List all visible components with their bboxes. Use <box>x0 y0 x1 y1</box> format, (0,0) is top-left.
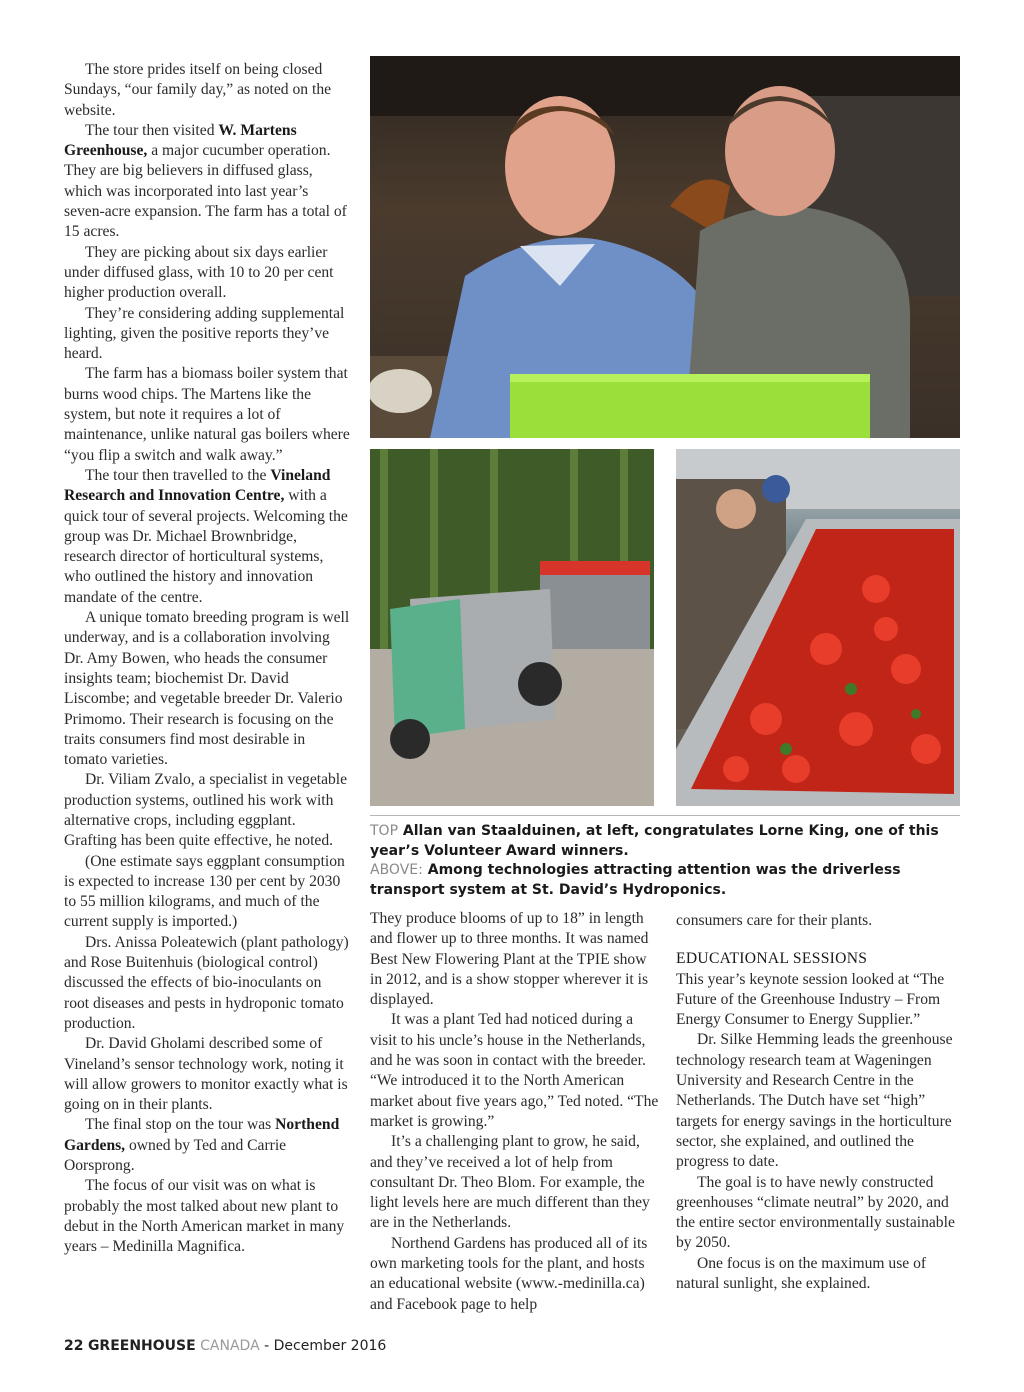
transport-photo <box>370 449 654 806</box>
paragraph: The farm has a biomass boiler system that burns wood chips. The Martens like the system, but note it requires a lot of maintenance, unlike natural gas boilers where “you flip a switch and walk away.” <box>64 365 350 464</box>
paragraph: (One estimate says eggplant consumption is expected to increase 130 per cent by 2030 to 55 million kilograms, and much of the current supply is imported.) <box>64 852 345 931</box>
section-heading: EDUCATIONAL SESSIONS <box>676 950 868 968</box>
page-number: 22 <box>64 1338 84 1354</box>
article-column-3 <box>676 911 962 1294</box>
paragraph: The tour then visited W. Martens Greenhouse, a major cucumber operation. They are big believers in diffused glass, which was incorporated into last year’s seven-acre expansion. The farm has a total of 15 acres. <box>64 121 347 241</box>
business-name: W. Martens Greenhouse, <box>64 121 297 160</box>
issue-date: - December 2016 <box>259 1338 387 1354</box>
paragraph: Northend Gardens has produced all of its own marketing tools for the plant, and hosts an educational website (www.-medinilla.ca) and Facebook page to help <box>370 1234 648 1313</box>
paragraph: They produce blooms of up to 18” in length and flower up to three months. It was named Best New Flowering Plant at the TPIE show in 2012, and is a show stopper wherever it is displayed. <box>370 910 649 1009</box>
paragraph: The final stop on the tour was Northend Gardens, owned by Ted and Carrie Oorsprong. <box>64 1116 340 1175</box>
paragraph: This year’s keynote session looked at “The Future of the Greenhouse Industry – From Energy Consumer to Energy Supplier.” <box>676 970 945 1029</box>
paragraph: They are picking about six days earlier under diffused glass, with 10 to 20 per cent higher production overall. <box>64 243 334 302</box>
paragraph: They’re considering adding supplemental lighting, given the positive reports they’ve heard. <box>64 304 345 363</box>
paragraph: It was a plant Ted had noticed during a visit to his uncle’s house in the Netherlands, and he was soon in contact with the breeder. “We introduced it to the North American market about five years ago,” Ted noted. “The market is growing.” <box>370 1011 659 1130</box>
caption-label: ABOVE: <box>370 862 423 878</box>
paragraph: A unique tomato breeding program is well underway, and is a collaboration involving Dr. Amy Bowen, who heads the consumer insights team; biochemist Dr. David Liscombe; and vegetable breeder Dr. Valerio Primomo. Their research is focusing on the traits consumers find most desirable in tomato varieties. <box>64 609 350 769</box>
award-photo-illustration <box>370 56 960 438</box>
paragraph: It’s a challenging plant to grow, he said, and they’ve received a lot of help from consultant Dr. Theo Blom. For example, the light levels here are much different than they are in the Netherlands. <box>370 1133 650 1232</box>
paragraph: One focus is on the maximum use of natural sunlight, she explained. <box>676 1254 927 1293</box>
paragraph: Drs. Anissa Poleatewich (plant pathology) and Rose Buitenhuis (biological control) discussed the effects of bio-inoculants on root diseases and pests in hydroponic tomato production. <box>64 933 349 1032</box>
page-footer <box>64 1338 386 1354</box>
caption-label: TOP <box>370 823 399 839</box>
magazine-suffix: CANADA <box>200 1338 260 1354</box>
caption-top: TOP Allan van Staalduinen, at left, congratulates Lorne King, one of this year’s Volunteer Award winners. <box>370 823 939 859</box>
business-name: Vineland Research and Innovation Centre, <box>64 466 331 505</box>
business-name: Northend Gardens, <box>64 1116 340 1154</box>
paragraph: consumers care for their plants. <box>676 912 873 929</box>
paragraph: Dr. Silke Hemming leads the greenhouse technology research team at Wageningen University and Research Centre in the Netherlands. The Dutch have set “high” targets for energy savings in the horticulture sector, she explained, and outlined the progress to date. <box>676 1031 953 1171</box>
caption-above: ABOVE: Among technologies attracting attention was the driverless transport system at St. David’s Hydroponics. <box>370 862 901 898</box>
paragraph: The store prides itself on being closed Sundays, “our family day,” as noted on the website. <box>64 61 332 119</box>
magazine-name: GREENHOUSE <box>87 1338 196 1354</box>
paragraph: The focus of our visit was on what is probably the most talked about new plant to debut in the North American market in many years – Medinilla Magnifica. <box>64 1177 345 1256</box>
paragraph: The goal is to have newly constructed greenhouses “climate neutral” by 2020, and the entire sector environmentally sustainable by 2050. <box>676 1173 955 1252</box>
transport-photo-illustration <box>370 449 654 806</box>
paragraph: The tour then travelled to the Vineland Research and Innovation Centre, with a quick tour of several projects. Welcoming the group was Dr. Michael Brownbridge, research director of horticultural systems, who outlined the history and innovation mandate of the centre. <box>64 466 348 606</box>
award-photo <box>370 56 960 438</box>
article-column-1 <box>64 60 350 1258</box>
paragraph: Dr. David Gholami described some of Vineland’s sensor technology work, noting it will allow growers to monitor exactly what is going on in their plants. <box>64 1035 348 1114</box>
caption-divider <box>370 815 960 816</box>
peppers-photo <box>676 449 960 806</box>
paragraph: Dr. Viliam Zvalo, a specialist in vegetable production systems, outlined his work with alternative crops, including eggplant. Grafting has been quite effective, he noted. <box>64 771 348 850</box>
peppers-photo-illustration <box>676 449 960 806</box>
photo-captions <box>370 822 960 900</box>
article-column-2 <box>370 909 660 1315</box>
